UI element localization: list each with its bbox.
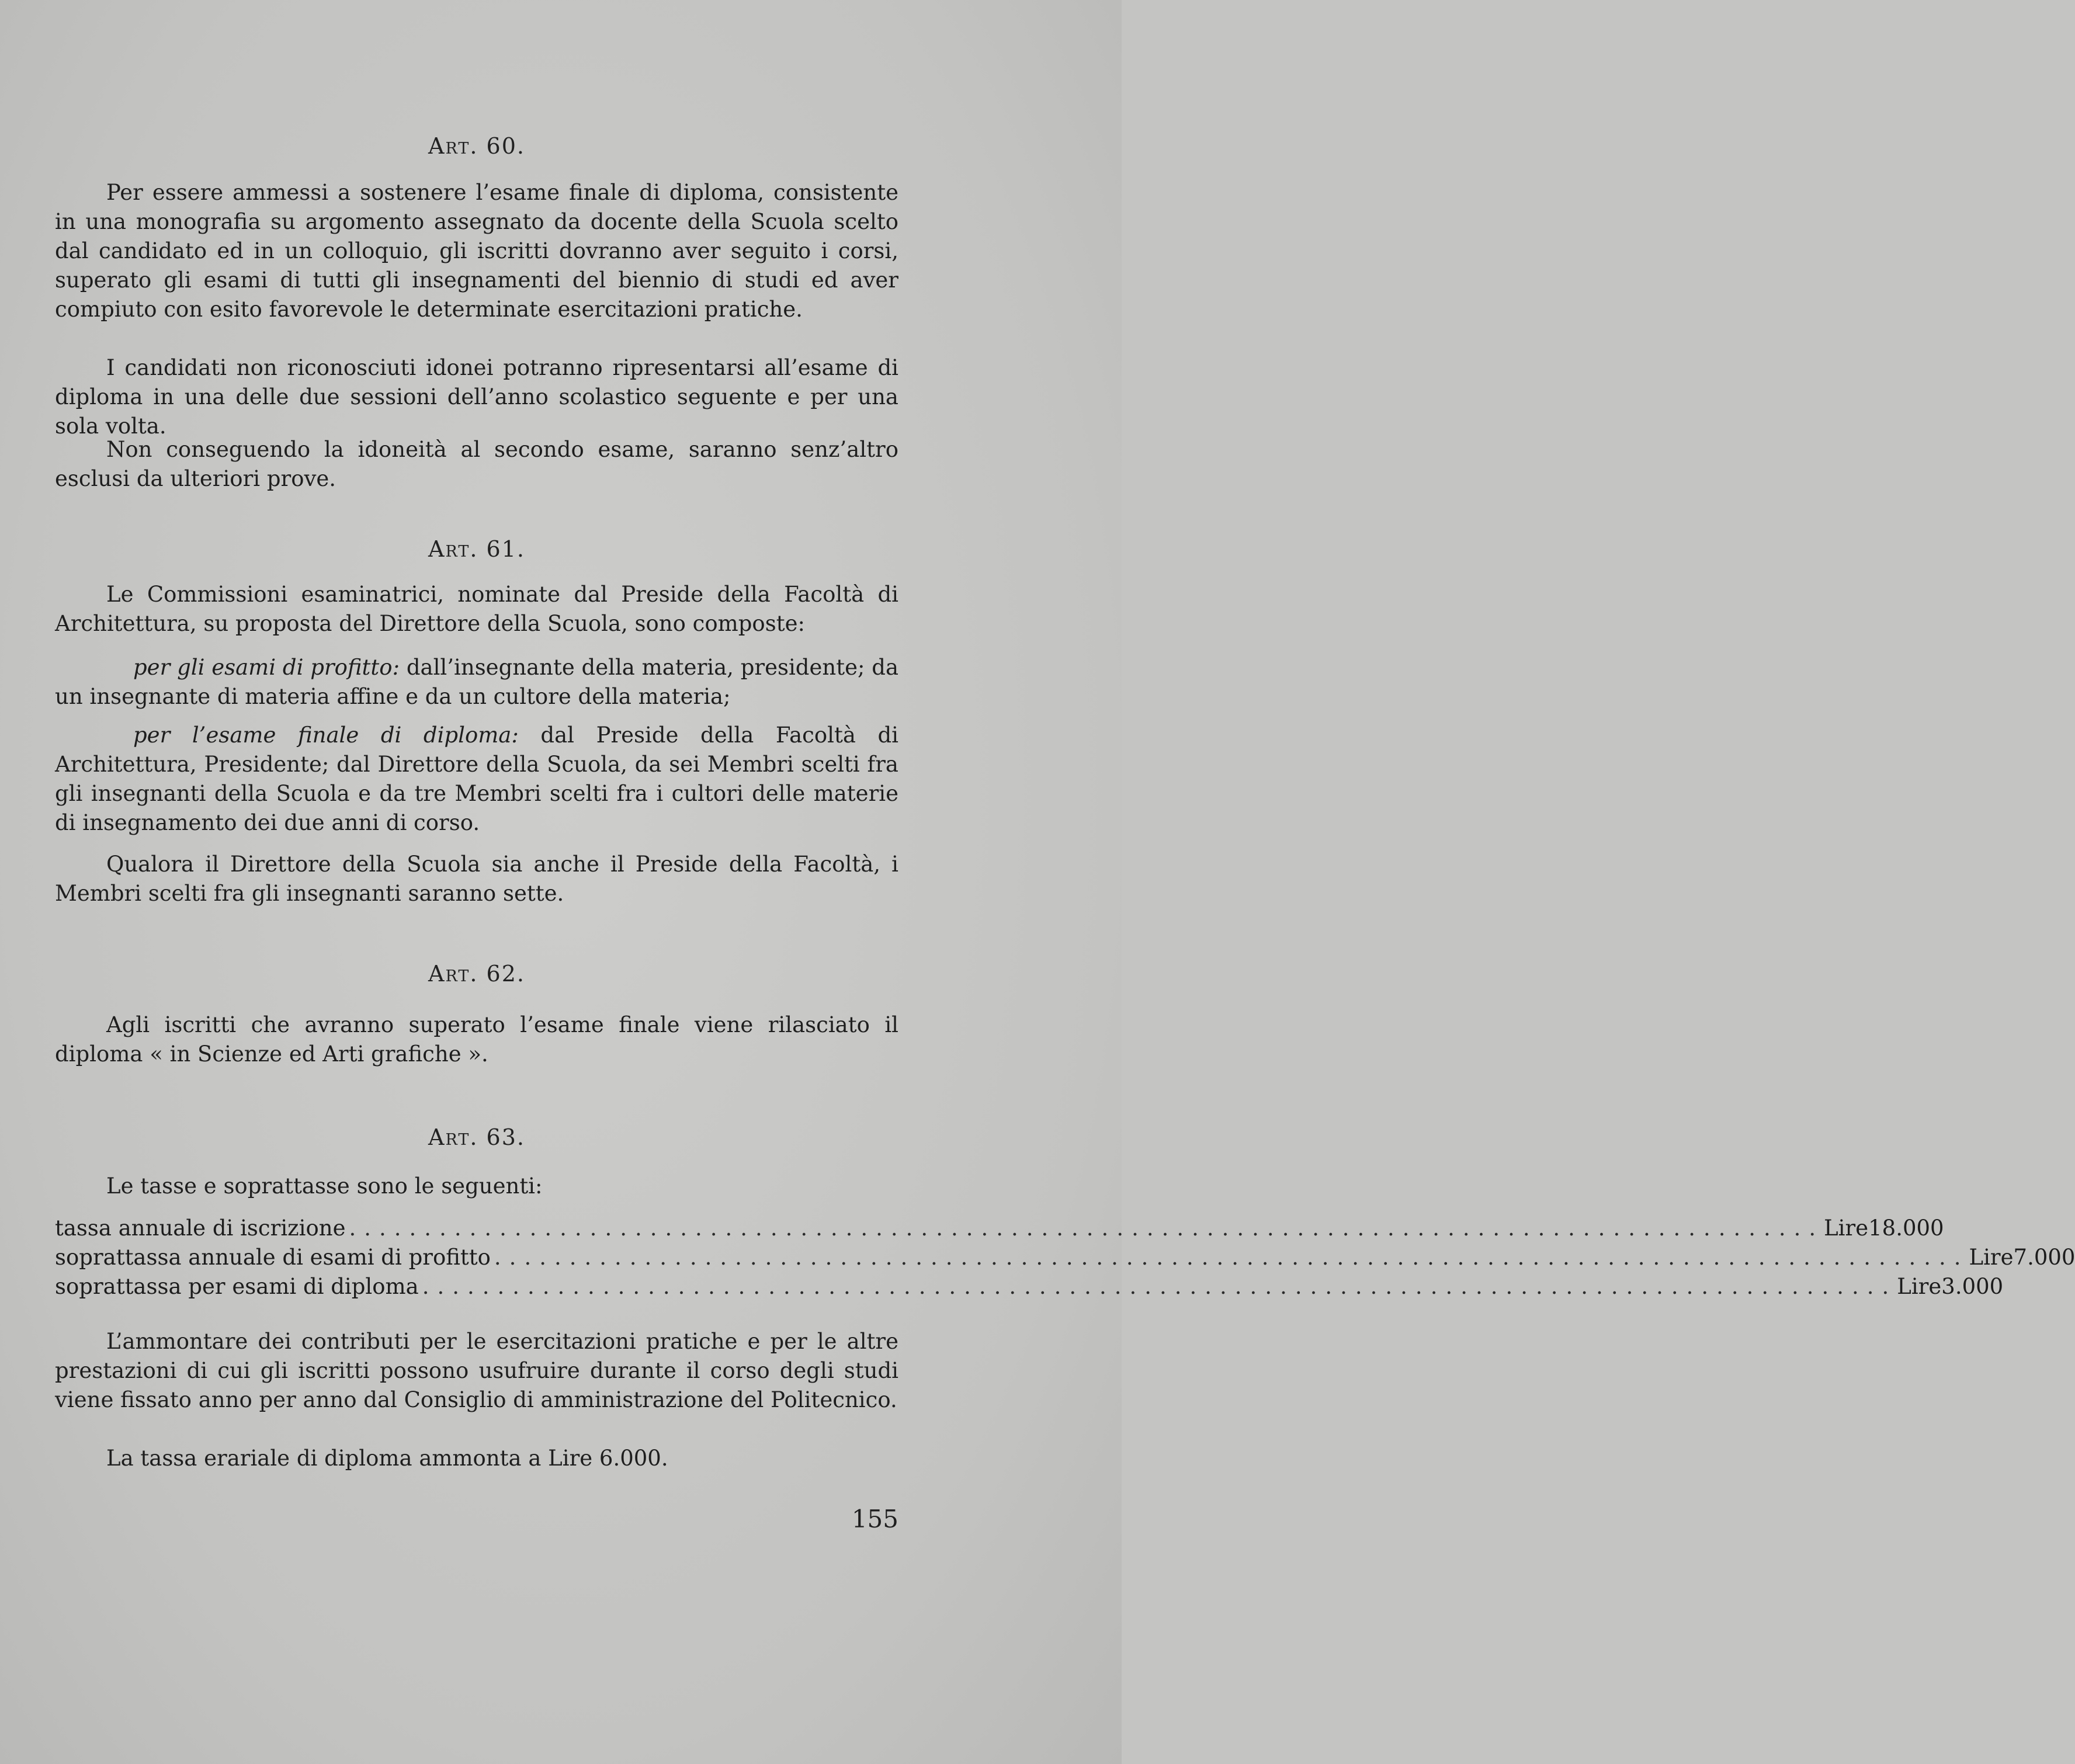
fee-amount: 7.000 [2013, 1245, 2075, 1270]
fee-row [55, 1243, 2075, 1272]
fee-currency: Lire [1897, 1274, 1942, 1299]
fee-amount: 18.000 [1868, 1216, 1944, 1241]
art-63-intro: Le tasse e soprattasse sono le seguenti: [106, 1173, 543, 1199]
art-62-paragraph-1: Agli iscritti che avranno superato l’esame finale viene rilasciato il diploma « in Scienze ed Arti grafiche ». [55, 1012, 898, 1067]
leader-dots: .................................................................................................. [422, 1274, 1897, 1299]
fee-label: soprattassa annuale di esami di profitto [55, 1245, 491, 1270]
leader-dots: .................................................................................................. [349, 1216, 1824, 1241]
page-number: 155 [851, 1505, 898, 1533]
art-61-paragraph-1: Le Commissioni esaminatrici, nominate dal Preside della Facoltà di Architettura, su proposta del Direttore della Scuola, sono composte: [55, 582, 898, 636]
art-63-paragraph-3: La tassa erariale di diploma ammonta a Lire 6.000. [106, 1446, 668, 1471]
fee-table [55, 1214, 2075, 1301]
fee-label: soprattassa per esami di diploma [55, 1274, 419, 1299]
art-62-title: Art. 62. [428, 961, 525, 987]
fee-currency: Lire [1824, 1216, 1869, 1241]
leader-dots: .................................................................................................. [494, 1245, 1969, 1270]
art-61-paragraph-3: per l’esame finale di diploma: dal Preside della Facoltà di Architettura, Presidente; dal Direttore della Scuola, da sei Membri scelti fra gli insegnanti della Scuola e da tre Membri scelti fra i cultori delle materie di insegnamento dei due anni di corso. [55, 723, 898, 835]
art-61-italic-profitto: per gli esami di profitto: [133, 655, 400, 680]
fee-row [55, 1272, 2004, 1301]
fee-currency: Lire [1969, 1245, 2014, 1270]
art-60-paragraph-2: I candidati non riconosciuti idonei potranno ripresentarsi all’esame di diploma in una delle due sessioni dell’anno scolastico seguente e per una sola volta. [55, 355, 898, 439]
art-60-title: Art. 60. [428, 133, 525, 159]
art-61-italic-diploma: per l’esame finale di diploma: [133, 723, 519, 748]
fee-row [55, 1214, 1944, 1243]
art-63-paragraph-2: L’ammontare dei contributi per le esercitazioni pratiche e per le altre prestazioni di cui gli iscritti possono usufruire durante il corso degli studi viene fissato anno per anno dal Consiglio di amministrazione del Politecnico. [55, 1329, 898, 1412]
art-61-title: Art. 61. [428, 536, 525, 562]
art-60-paragraph-3: Non conseguendo la idoneità al secondo esame, saranno senz’altro esclusi da ulteriori prove. [55, 437, 898, 491]
art-63-title: Art. 63. [428, 1124, 525, 1150]
art-60-paragraph-1: Per essere ammessi a sostenere l’esame finale di diploma, consistente in una monografia su argomento assegnato da docente della Scuola scelto dal candidato ed in un colloquio, gli iscritti dovranno aver seguito i corsi, superato gli esami di tutti gli insegnamenti del biennio di studi ed aver compiuto con esito favorevole le determinate esercitazioni pratiche. [55, 180, 898, 322]
fee-amount: 3.000 [1941, 1274, 2004, 1299]
art-61-paragraph-4: Qualora il Direttore della Scuola sia anche il Preside della Facoltà, i Membri scelti fra gli insegnanti saranno sette. [55, 852, 898, 906]
fee-label: tassa annuale di iscrizione [55, 1216, 346, 1241]
art-61-paragraph-2: per gli esami di profitto: dall’insegnante della materia, presidente; da un insegnante di materia affine e da un cultore della materia; [55, 655, 899, 709]
